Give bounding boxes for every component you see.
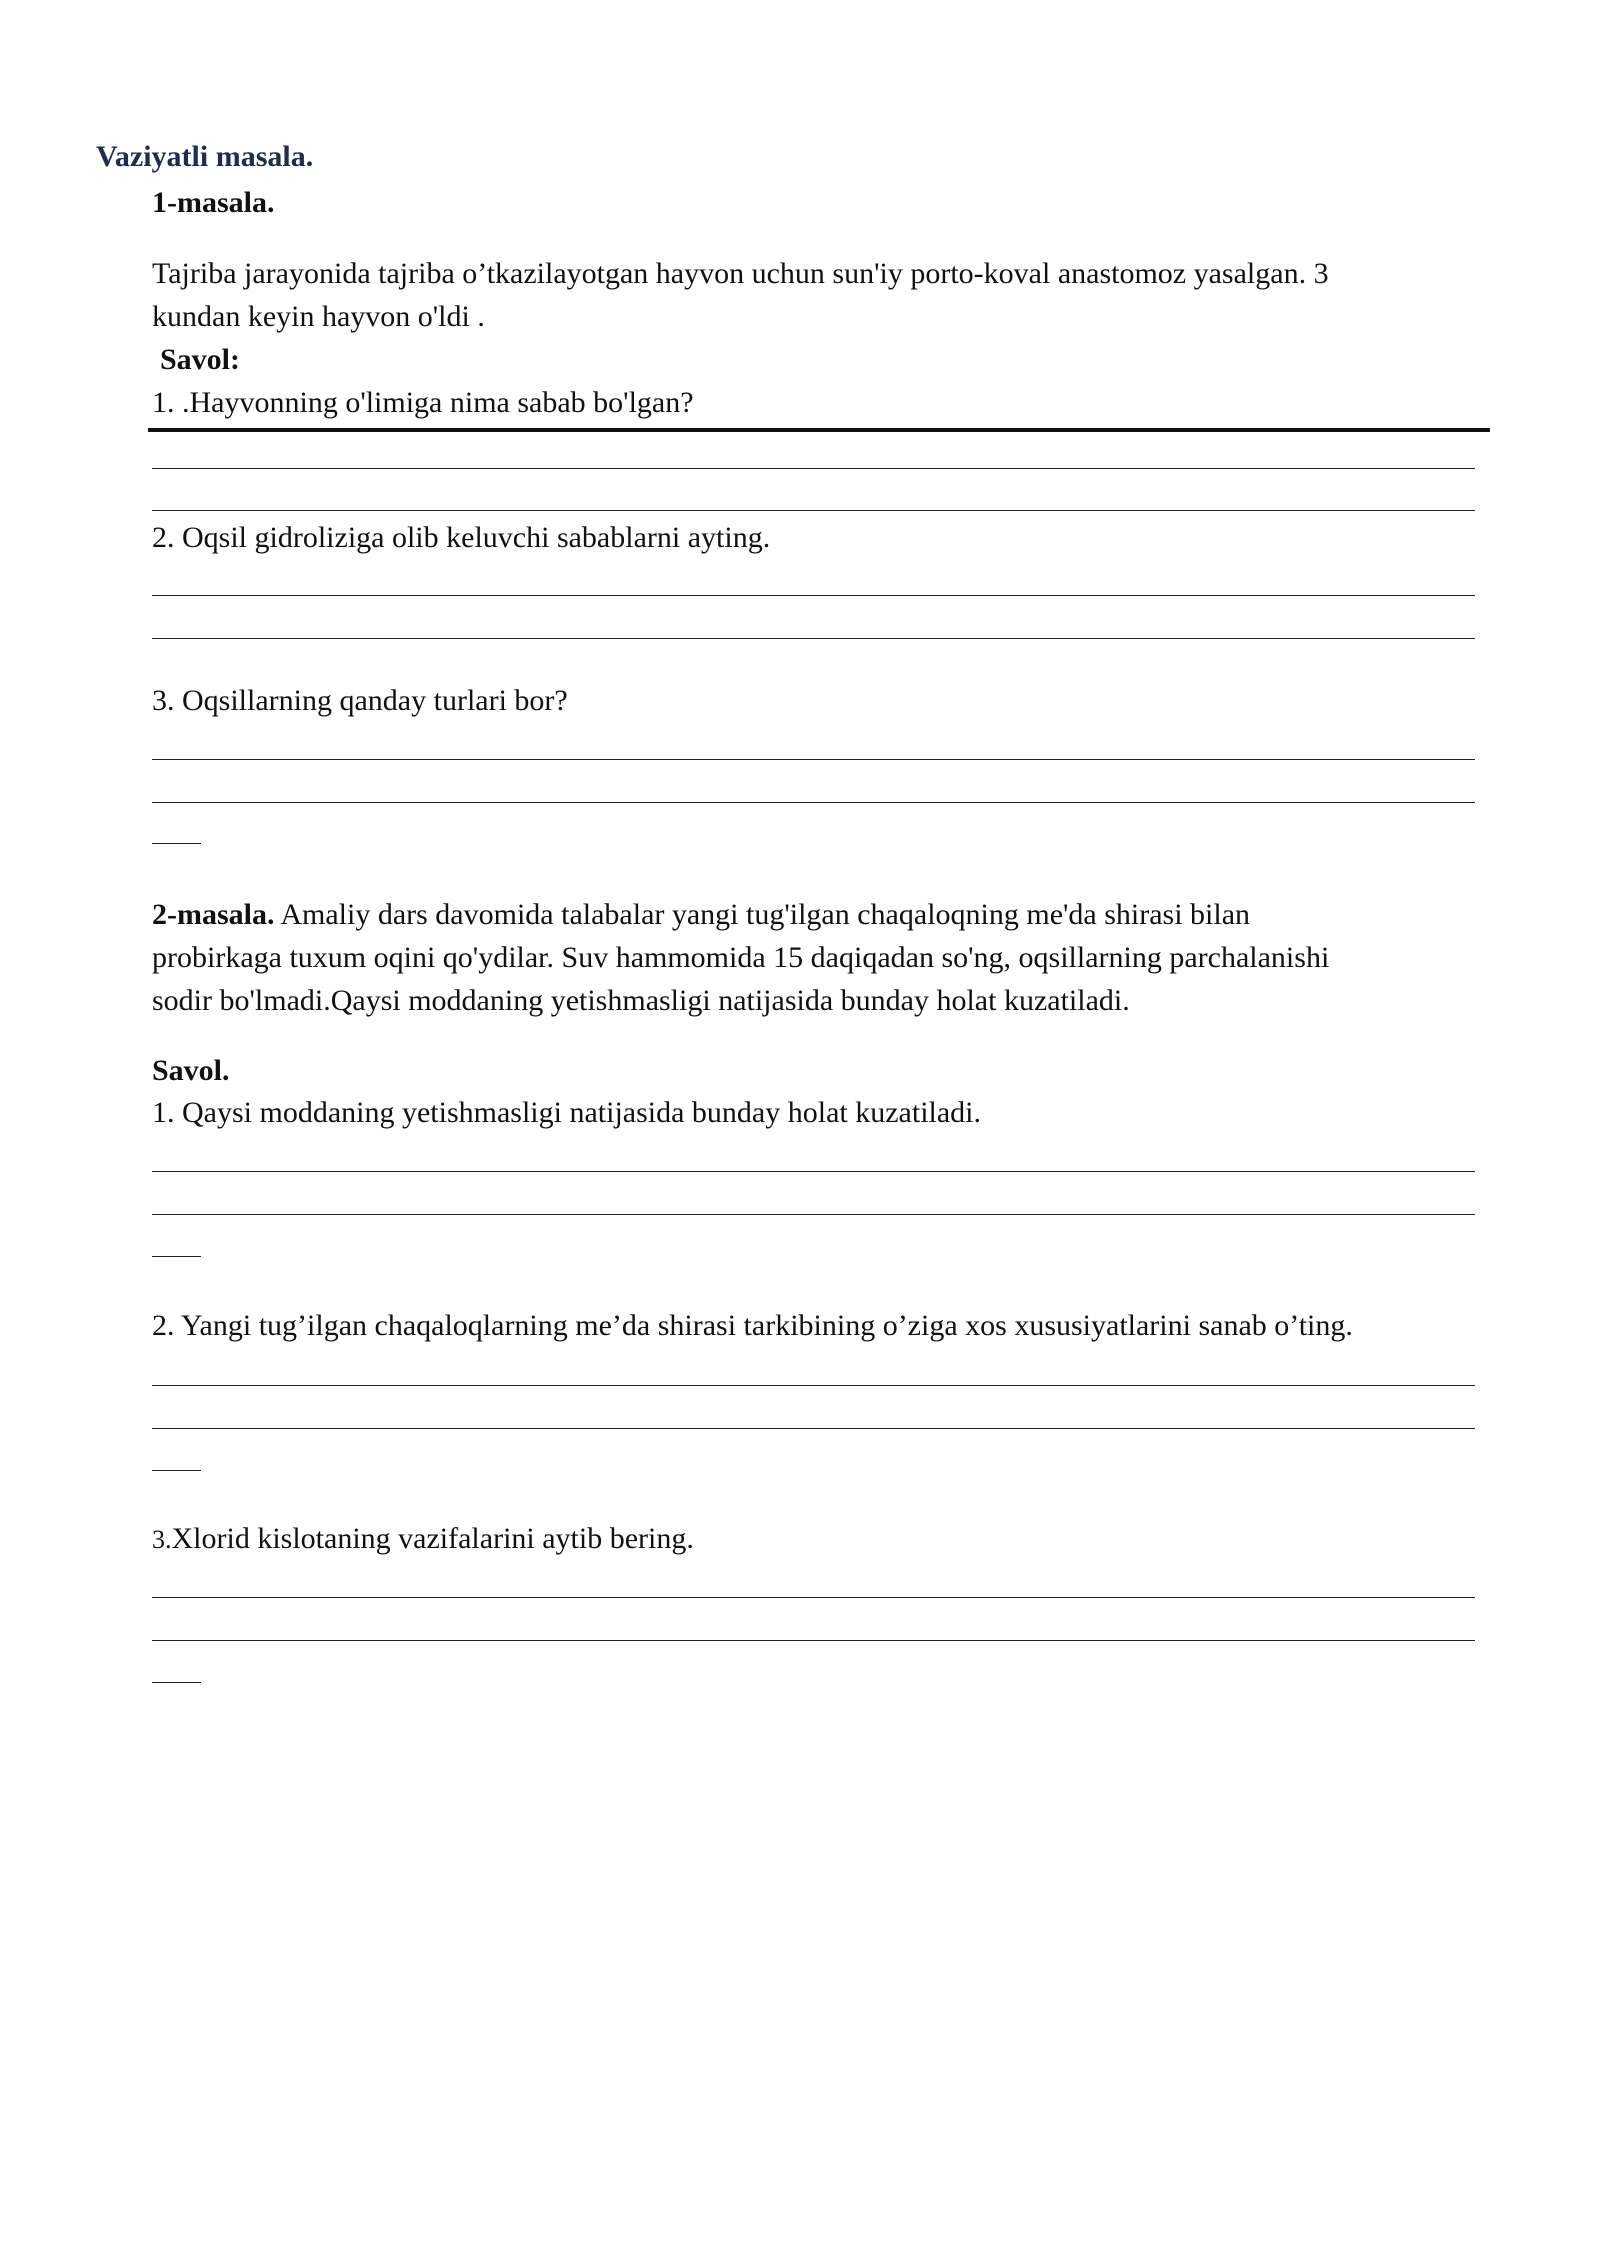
answer-line (152, 510, 1475, 511)
problem-2-question-3-number: 3. (152, 1525, 172, 1554)
problem-1-question-2: 2. Oqsil gidroliziga olib keluvchi sabablarni ayting. (152, 521, 771, 554)
problem-1-question-3: 3. Oqsillarning qanday turlari bor? (152, 684, 568, 717)
answer-line (152, 595, 1475, 596)
answer-line-end (152, 843, 201, 844)
answer-line (152, 468, 1475, 469)
answer-line (152, 1385, 1475, 1386)
answer-line-end (152, 1682, 201, 1683)
answer-line (152, 759, 1475, 760)
answer-line (152, 1214, 1475, 1215)
answer-line (152, 1171, 1475, 1172)
answer-line (152, 1640, 1475, 1641)
problem-2-text (152, 893, 1482, 1022)
problem-2-question-3 (152, 1517, 694, 1561)
problem-2-text-line-1: Amaliy dars davomida talabalar yangi tug'ilgan chaqaloqning me'da shirasi bilan (274, 898, 1251, 931)
problem-1-text-line-1: Tajriba jarayonida tajriba o’tkazilayotgan hayvon uchun sun'iy porto-koval anastomoz yasalgan. 3 (152, 257, 1329, 290)
answer-line (152, 1597, 1475, 1598)
problem-1-text-line-2: kundan keyin hayvon o'ldi . (152, 300, 485, 333)
problem-2-text-line-3: sodir bo'lmadi.Qaysi moddaning yetishmasligi natijasida bunday holat kuzatiladi. (152, 984, 1130, 1017)
problem-2-question-3-text: Xlorid kislotaning vazifalarini aytib bering. (171, 1522, 694, 1555)
problem-2-question-1: 1. Qaysi moddaning yetishmasligi natijasida bunday holat kuzatiladi. (152, 1096, 982, 1129)
problem-2-text-line-2: probirkaga tuxum oqini qo'ydilar. Suv hammomida 15 daqiqadan so'ng, oqsillarning parchalanishi (152, 941, 1330, 974)
problem-1-question-1: 1. .Hayvonning o'limiga nima sabab bo'lgan? (152, 386, 694, 419)
answer-line (152, 802, 1475, 803)
document-title: Vaziyatli masala. (96, 140, 314, 173)
answer-line (148, 428, 1490, 432)
answer-line-end (152, 1470, 201, 1471)
answer-line (152, 1428, 1475, 1429)
answer-line-end (152, 1256, 201, 1257)
problem-2-question-2: 2. Yangi tug’ilgan chaqaloqlarning me’da shirasi tarkibining o’ziga xos xususiyatlarini sanab o’ting. (152, 1309, 1353, 1342)
problem-2-label: 2-masala. (152, 898, 275, 931)
problem-2-savol-label: Savol. (152, 1054, 230, 1087)
problem-1-label: 1-masala. (152, 186, 275, 219)
problem-1-savol-label: Savol: (160, 343, 241, 376)
answer-line (152, 638, 1475, 639)
